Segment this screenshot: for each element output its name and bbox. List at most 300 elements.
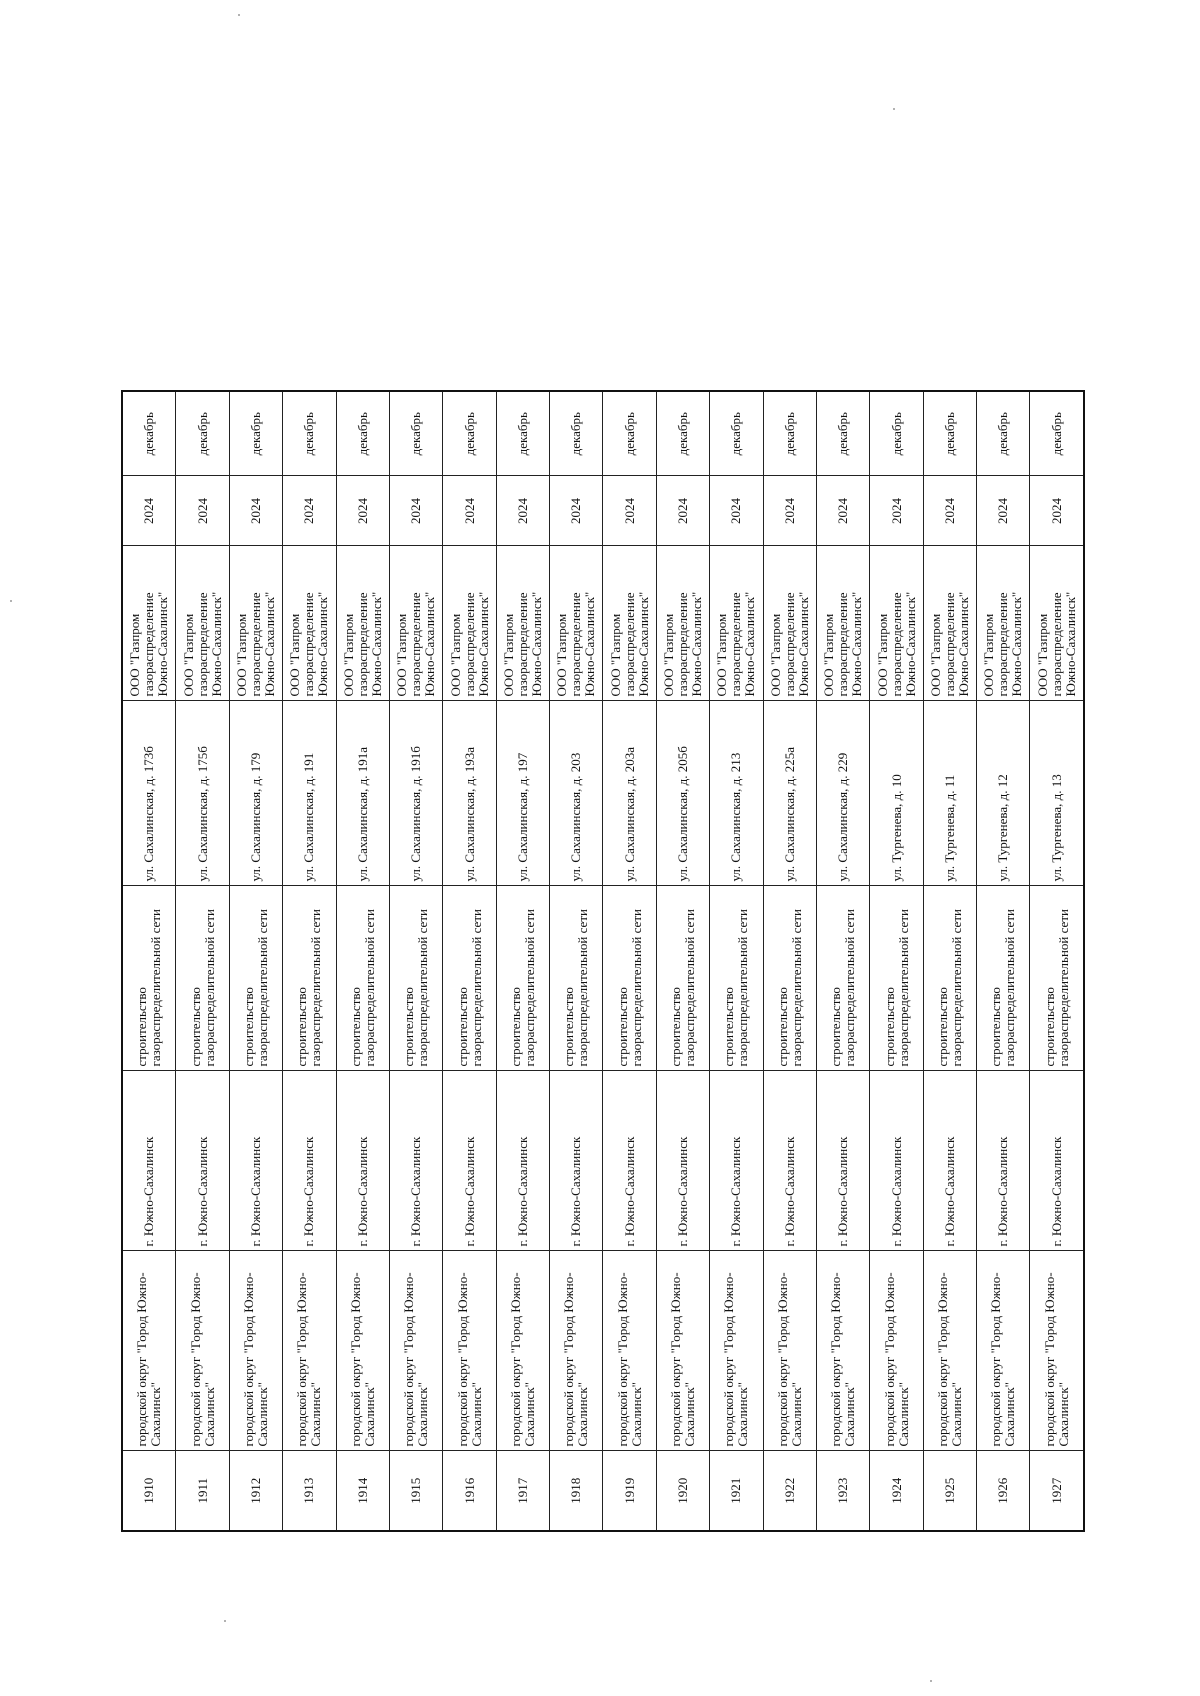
month-cell — [656, 391, 709, 476]
locality-cell — [443, 1071, 496, 1251]
locality-cell — [283, 1071, 336, 1251]
operator-cell — [923, 546, 976, 701]
month-cell — [1030, 391, 1084, 476]
address-text: ул. Сахалинская, д. 205б — [675, 746, 691, 882]
year-cell — [122, 476, 176, 546]
table-row — [603, 391, 656, 1531]
month-cell — [977, 391, 1030, 476]
operator-cell — [870, 546, 923, 701]
row-number-text: 1912 — [248, 1477, 264, 1504]
municipality-cell — [710, 1251, 763, 1451]
row-number-cell — [977, 1451, 1030, 1531]
year-cell — [603, 476, 656, 546]
row-number-cell — [656, 1451, 709, 1531]
operator-text: ООО "Газпром газораспределение Южно-Сахалинск" — [1034, 591, 1078, 697]
locality-text: г. Южно-Сахалинск — [194, 1136, 210, 1247]
address-cell — [977, 701, 1030, 886]
municipality-cell — [336, 1251, 389, 1451]
address-cell — [870, 701, 923, 886]
municipality-cell — [603, 1251, 656, 1451]
operator-cell — [710, 546, 763, 701]
operator-text: ООО "Газпром газораспределение Южно-Сахалинск" — [234, 591, 278, 697]
operator-cell — [283, 546, 336, 701]
municipality-cell — [656, 1251, 709, 1451]
table-row — [923, 391, 976, 1531]
work-type-text: строительство газораспределительной сети — [401, 909, 431, 1067]
locality-text: г. Южно-Сахалинск — [461, 1136, 477, 1247]
month-text: декабрь — [568, 412, 584, 456]
rotated-table-wrapper — [121, 392, 1085, 1532]
year-text: 2024 — [941, 498, 957, 524]
year-text: 2024 — [781, 498, 797, 524]
work-type-text: строительство газораспределительной сети — [454, 909, 484, 1067]
municipality-cell — [229, 1251, 282, 1451]
row-number-text: 1919 — [621, 1477, 637, 1504]
work-type-text: строительство газораспределительной сети — [134, 909, 164, 1067]
operator-text: ООО "Газпром газораспределение Южно-Сахалинск" — [767, 591, 811, 697]
year-text: 2024 — [728, 498, 744, 524]
year-cell — [923, 476, 976, 546]
address-text: ул. Сахалинская, д. 213 — [728, 752, 744, 882]
work-type-cell — [389, 886, 442, 1071]
row-number-cell — [122, 1451, 176, 1531]
locality-cell — [229, 1071, 282, 1251]
address-text: ул. Сахалинская, д. 203а — [621, 747, 637, 882]
month-text: декабрь — [675, 412, 691, 456]
work-type-text: строительство газораспределительной сети — [721, 909, 751, 1067]
municipality-text: городской округ "Город Южно-Сахалинск" — [774, 1272, 804, 1447]
operator-text: ООО "Газпром газораспределение Южно-Сахалинск" — [287, 591, 331, 697]
year-text: 2024 — [194, 498, 210, 524]
address-text: ул. Тургенева, д. 11 — [941, 774, 957, 882]
operator-cell — [389, 546, 442, 701]
work-type-text: строительство газораспределительной сети — [187, 909, 217, 1067]
address-text: ул. Сахалинская, д. 173б — [141, 746, 157, 882]
month-cell — [870, 391, 923, 476]
work-type-text: строительство газораспределительной сети — [561, 909, 591, 1067]
address-cell — [283, 701, 336, 886]
address-text: ул. Сахалинская, д. 191 — [301, 752, 317, 882]
year-text: 2024 — [408, 498, 424, 524]
month-text: декабрь — [194, 412, 210, 456]
address-text: ул. Сахалинская, д. 193а — [461, 747, 477, 882]
address-cell — [336, 701, 389, 886]
row-number-text: 1921 — [728, 1477, 744, 1504]
table-row — [1030, 391, 1084, 1531]
address-cell — [1030, 701, 1084, 886]
month-cell — [229, 391, 282, 476]
table-row — [283, 391, 336, 1531]
operator-cell — [763, 546, 816, 701]
operator-cell — [816, 546, 869, 701]
year-text: 2024 — [461, 498, 477, 524]
row-number-cell — [816, 1451, 869, 1531]
row-number-cell — [336, 1451, 389, 1531]
operator-cell — [336, 546, 389, 701]
address-text: ул. Тургенева, д. 13 — [1048, 774, 1064, 882]
address-text: ул. Сахалинская, д. 191а — [354, 747, 370, 882]
address-text: ул. Сахалинская, д. 179 — [248, 752, 264, 882]
row-number-cell — [229, 1451, 282, 1531]
month-text: декабрь — [1048, 412, 1064, 456]
year-text: 2024 — [621, 498, 637, 524]
locality-cell — [656, 1071, 709, 1251]
row-number-text: 1916 — [461, 1477, 477, 1504]
address-text: ул. Сахалинская, д. 191б — [408, 746, 424, 882]
year-cell — [229, 476, 282, 546]
address-cell — [389, 701, 442, 886]
municipality-text: городской округ "Город Южно-Сахалинск" — [241, 1272, 271, 1447]
table-row — [229, 391, 282, 1531]
row-number-cell — [389, 1451, 442, 1531]
operator-text: ООО "Газпром газораспределение Южно-Сахалинск" — [394, 591, 438, 697]
municipality-cell — [977, 1251, 1030, 1451]
row-number-cell — [443, 1451, 496, 1531]
row-number-cell — [870, 1451, 923, 1531]
month-cell — [336, 391, 389, 476]
table-row — [550, 391, 603, 1531]
year-text: 2024 — [248, 498, 264, 524]
month-text: декабрь — [301, 412, 317, 456]
address-text: ул. Сахалинская, д. 225а — [781, 747, 797, 882]
locality-cell — [603, 1071, 656, 1251]
table-row — [336, 391, 389, 1531]
table-row — [710, 391, 763, 1531]
municipality-text: городской округ "Город Южно-Сахалинск" — [828, 1272, 858, 1447]
table-row — [763, 391, 816, 1531]
year-text: 2024 — [141, 498, 157, 524]
municipality-text: городской округ "Город Южно-Сахалинск" — [668, 1272, 698, 1447]
row-number-text: 1917 — [514, 1477, 530, 1504]
operator-text: ООО "Газпром газораспределение Южно-Сахалинск" — [607, 591, 651, 697]
month-cell — [176, 391, 229, 476]
operator-text: ООО "Газпром газораспределение Южно-Сахалинск" — [340, 591, 384, 697]
work-type-text: строительство газораспределительной сети — [881, 909, 911, 1067]
work-type-cell — [923, 886, 976, 1071]
locality-cell — [870, 1071, 923, 1251]
row-number-cell — [710, 1451, 763, 1531]
operator-cell — [550, 546, 603, 701]
year-cell — [870, 476, 923, 546]
municipality-cell — [443, 1251, 496, 1451]
operator-text: ООО "Газпром газораспределение Южно-Сахалинск" — [821, 591, 865, 697]
month-cell — [603, 391, 656, 476]
address-cell — [656, 701, 709, 886]
month-text: декабрь — [888, 412, 904, 456]
operator-cell — [122, 546, 176, 701]
operator-text: ООО "Газпром газораспределение Южно-Сахалинск" — [714, 591, 758, 697]
scan-artifact — [930, 1680, 932, 1682]
work-type-cell — [336, 886, 389, 1071]
table-row — [870, 391, 923, 1531]
operator-cell — [496, 546, 549, 701]
month-text: декабрь — [728, 412, 744, 456]
month-cell — [122, 391, 176, 476]
municipality-text: городской округ "Город Южно-Сахалинск" — [187, 1272, 217, 1447]
work-type-cell — [710, 886, 763, 1071]
locality-text: г. Южно-Сахалинск — [995, 1136, 1011, 1247]
address-cell — [603, 701, 656, 886]
row-number-text: 1915 — [408, 1477, 424, 1504]
table-row — [977, 391, 1030, 1531]
municipality-text: городской округ "Город Южно-Сахалинск" — [294, 1272, 324, 1447]
month-cell — [550, 391, 603, 476]
row-number-cell — [176, 1451, 229, 1531]
locality-cell — [816, 1071, 869, 1251]
month-cell — [763, 391, 816, 476]
locality-cell — [763, 1071, 816, 1251]
municipality-cell — [550, 1251, 603, 1451]
month-text: декабрь — [354, 412, 370, 456]
work-type-text: строительство газораспределительной сети — [668, 909, 698, 1067]
locality-text: г. Южно-Сахалинск — [728, 1136, 744, 1247]
year-cell — [550, 476, 603, 546]
address-text: ул. Сахалинская, д. 229 — [835, 752, 851, 882]
month-text: декабрь — [781, 412, 797, 456]
year-text: 2024 — [301, 498, 317, 524]
address-cell — [816, 701, 869, 886]
work-type-cell — [550, 886, 603, 1071]
municipality-cell — [283, 1251, 336, 1451]
scan-artifact — [238, 14, 240, 16]
year-text: 2024 — [514, 498, 530, 524]
year-text: 2024 — [888, 498, 904, 524]
municipality-text: городской округ "Город Южно-Сахалинск" — [454, 1272, 484, 1447]
work-type-cell — [176, 886, 229, 1071]
month-text: декабрь — [621, 412, 637, 456]
operator-cell — [229, 546, 282, 701]
work-type-cell — [1030, 886, 1084, 1071]
municipality-text: городской округ "Город Южно-Сахалинск" — [934, 1272, 964, 1447]
row-number-cell — [923, 1451, 976, 1531]
work-type-cell — [496, 886, 549, 1071]
locality-cell — [496, 1071, 549, 1251]
work-type-text: строительство газораспределительной сети — [988, 909, 1018, 1067]
municipality-text: городской округ "Город Южно-Сахалинск" — [561, 1272, 591, 1447]
work-type-cell — [656, 886, 709, 1071]
locality-cell — [122, 1071, 176, 1251]
municipality-cell — [1030, 1251, 1084, 1451]
municipality-cell — [496, 1251, 549, 1451]
month-text: декабрь — [461, 412, 477, 456]
municipality-text: городской округ "Город Южно-Сахалинск" — [134, 1272, 164, 1447]
work-type-cell — [763, 886, 816, 1071]
operator-cell — [1030, 546, 1084, 701]
table-row — [656, 391, 709, 1531]
year-cell — [443, 476, 496, 546]
row-number-cell — [550, 1451, 603, 1531]
municipality-text: городской округ "Город Южно-Сахалинск" — [988, 1272, 1018, 1447]
year-text: 2024 — [354, 498, 370, 524]
address-cell — [923, 701, 976, 886]
operator-text: ООО "Газпром газораспределение Южно-Сахалинск" — [927, 591, 971, 697]
month-text: декабрь — [248, 412, 264, 456]
scan-artifact — [224, 1620, 226, 1622]
operator-text: ООО "Газпром газораспределение Южно-Сахалинск" — [661, 591, 705, 697]
municipality-cell — [176, 1251, 229, 1451]
work-type-text: строительство газораспределительной сети — [828, 909, 858, 1067]
work-type-text: строительство газораспределительной сети — [241, 909, 271, 1067]
locality-cell — [923, 1071, 976, 1251]
municipality-text: городской округ "Город Южно-Сахалинск" — [614, 1272, 644, 1447]
work-type-cell — [816, 886, 869, 1071]
year-cell — [1030, 476, 1084, 546]
table-row — [443, 391, 496, 1531]
address-cell — [496, 701, 549, 886]
row-number-text: 1913 — [301, 1477, 317, 1504]
locality-cell — [1030, 1071, 1084, 1251]
month-cell — [283, 391, 336, 476]
row-number-text: 1925 — [941, 1477, 957, 1504]
municipality-cell — [816, 1251, 869, 1451]
work-type-text: строительство газораспределительной сети — [934, 909, 964, 1067]
month-text: декабрь — [941, 412, 957, 456]
locality-text: г. Южно-Сахалинск — [621, 1136, 637, 1247]
operator-text: ООО "Газпром газораспределение Южно-Сахалинск" — [554, 591, 598, 697]
operator-cell — [977, 546, 1030, 701]
operator-text: ООО "Газпром газораспределение Южно-Сахалинск" — [180, 591, 224, 697]
operator-text: ООО "Газпром газораспределение Южно-Сахалинск" — [447, 591, 491, 697]
locality-text: г. Южно-Сахалинск — [301, 1136, 317, 1247]
row-number-text: 1914 — [354, 1477, 370, 1504]
year-cell — [336, 476, 389, 546]
locality-text: г. Южно-Сахалинск — [248, 1136, 264, 1247]
year-cell — [816, 476, 869, 546]
municipality-text: городской округ "Город Южно-Сахалинск" — [401, 1272, 431, 1447]
table-row — [122, 391, 176, 1531]
month-cell — [443, 391, 496, 476]
scan-artifact — [10, 600, 12, 602]
locality-text: г. Южно-Сахалинск — [941, 1136, 957, 1247]
address-text: ул. Сахалинская, д. 203 — [568, 752, 584, 882]
address-text: ул. Сахалинская, д. 197 — [514, 752, 530, 882]
work-type-cell — [229, 886, 282, 1071]
work-type-cell — [122, 886, 176, 1071]
municipality-text: городской округ "Город Южно-Сахалинск" — [721, 1272, 751, 1447]
month-cell — [496, 391, 549, 476]
locality-text: г. Южно-Сахалинск — [408, 1136, 424, 1247]
municipality-cell — [122, 1251, 176, 1451]
operator-text: ООО "Газпром газораспределение Южно-Сахалинск" — [874, 591, 918, 697]
work-type-text: строительство газораспределительной сети — [507, 909, 537, 1067]
address-cell — [763, 701, 816, 886]
address-cell — [710, 701, 763, 886]
row-number-cell — [496, 1451, 549, 1531]
operator-text: ООО "Газпром газораспределение Южно-Сахалинск" — [981, 591, 1025, 697]
locality-text: г. Южно-Сахалинск — [1048, 1136, 1064, 1247]
address-cell — [550, 701, 603, 886]
municipality-cell — [389, 1251, 442, 1451]
address-cell — [122, 701, 176, 886]
table-row — [496, 391, 549, 1531]
work-type-cell — [443, 886, 496, 1071]
year-text: 2024 — [568, 498, 584, 524]
municipality-cell — [923, 1251, 976, 1451]
address-text: ул. Сахалинская, д. 175б — [194, 746, 210, 882]
year-cell — [710, 476, 763, 546]
address-text: ул. Тургенева, д. 12 — [995, 774, 1011, 882]
month-cell — [389, 391, 442, 476]
year-cell — [496, 476, 549, 546]
operator-text: ООО "Газпром газораспределение Южно-Сахалинск" — [127, 591, 171, 697]
locality-cell — [389, 1071, 442, 1251]
address-cell — [229, 701, 282, 886]
year-cell — [977, 476, 1030, 546]
month-cell — [923, 391, 976, 476]
year-text: 2024 — [995, 498, 1011, 524]
operator-cell — [443, 546, 496, 701]
table-row — [176, 391, 229, 1531]
row-number-cell — [283, 1451, 336, 1531]
row-number-text: 1924 — [888, 1477, 904, 1504]
row-number-text: 1923 — [835, 1477, 851, 1504]
locality-text: г. Южно-Сахалинск — [568, 1136, 584, 1247]
row-number-text: 1911 — [194, 1477, 210, 1504]
month-text: декабрь — [408, 412, 424, 456]
municipality-text: городской округ "Город Южно-Сахалинск" — [507, 1272, 537, 1447]
municipality-text: городской округ "Город Южно-Сахалинск" — [347, 1272, 377, 1447]
row-number-text: 1918 — [568, 1477, 584, 1504]
locality-text: г. Южно-Сахалинск — [835, 1136, 851, 1247]
work-type-text: строительство газораспределительной сети — [294, 909, 324, 1067]
row-number-cell — [603, 1451, 656, 1531]
address-cell — [176, 701, 229, 886]
row-number-text: 1926 — [995, 1477, 1011, 1504]
operator-cell — [656, 546, 709, 701]
year-cell — [389, 476, 442, 546]
row-number-text: 1920 — [675, 1477, 691, 1504]
operator-text: ООО "Газпром газораспределение Южно-Сахалинск" — [500, 591, 544, 697]
register-table — [121, 390, 1085, 1532]
locality-text: г. Южно-Сахалинск — [888, 1136, 904, 1247]
locality-text: г. Южно-Сахалинск — [514, 1136, 530, 1247]
year-cell — [176, 476, 229, 546]
address-text: ул. Тургенева, д. 10 — [888, 774, 904, 882]
month-cell — [710, 391, 763, 476]
locality-text: г. Южно-Сахалинск — [141, 1136, 157, 1247]
year-cell — [283, 476, 336, 546]
locality-text: г. Южно-Сахалинск — [781, 1136, 797, 1247]
work-type-cell — [603, 886, 656, 1071]
work-type-text: строительство газораспределительной сети — [1041, 909, 1071, 1067]
year-text: 2024 — [675, 498, 691, 524]
locality-cell — [550, 1071, 603, 1251]
table-row — [389, 391, 442, 1531]
row-number-cell — [1030, 1451, 1084, 1531]
row-number-cell — [763, 1451, 816, 1531]
locality-text: г. Южно-Сахалинск — [354, 1136, 370, 1247]
locality-text: г. Южно-Сахалинск — [675, 1136, 691, 1247]
address-cell — [443, 701, 496, 886]
row-number-text: 1927 — [1048, 1477, 1064, 1504]
year-cell — [763, 476, 816, 546]
locality-cell — [710, 1071, 763, 1251]
work-type-cell — [283, 886, 336, 1071]
table-row — [816, 391, 869, 1531]
month-text: декабрь — [514, 412, 530, 456]
locality-cell — [977, 1071, 1030, 1251]
scan-artifact — [893, 108, 895, 110]
month-text: декабрь — [141, 412, 157, 456]
locality-cell — [176, 1071, 229, 1251]
operator-cell — [603, 546, 656, 701]
work-type-text: строительство газораспределительной сети — [614, 909, 644, 1067]
month-text: декабрь — [995, 412, 1011, 456]
work-type-text: строительство газораспределительной сети — [347, 909, 377, 1067]
municipality-text: городской округ "Город Южно-Сахалинск" — [1041, 1272, 1071, 1447]
operator-cell — [176, 546, 229, 701]
year-cell — [656, 476, 709, 546]
